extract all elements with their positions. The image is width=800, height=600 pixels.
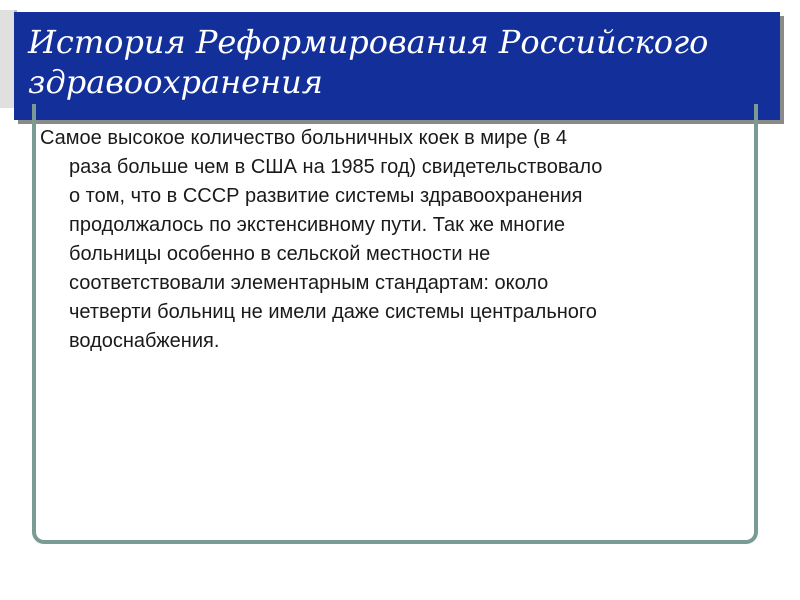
body-line: четверти больниц не имели даже системы центрального	[69, 301, 597, 323]
body-line: Самое высокое количество больничных коек в мире (в 4	[40, 127, 567, 149]
body-line: водоснабжения.	[69, 330, 220, 352]
body-paragraph	[40, 124, 778, 356]
body-line: продолжалось по экстенсивному пути. Так же многие	[69, 214, 566, 236]
body-line: больницы особенно в сельской местности не	[69, 243, 491, 265]
body-line: раза больше чем в США на 1985 год) свидетельствовало	[69, 156, 603, 178]
slide-title: История Реформирования Российского здравоохранения	[28, 23, 709, 101]
body-line: соответствовали элементарным стандартам: около	[69, 272, 549, 294]
body-line: о том, что в СССР развитие системы здравоохранения	[69, 185, 583, 207]
